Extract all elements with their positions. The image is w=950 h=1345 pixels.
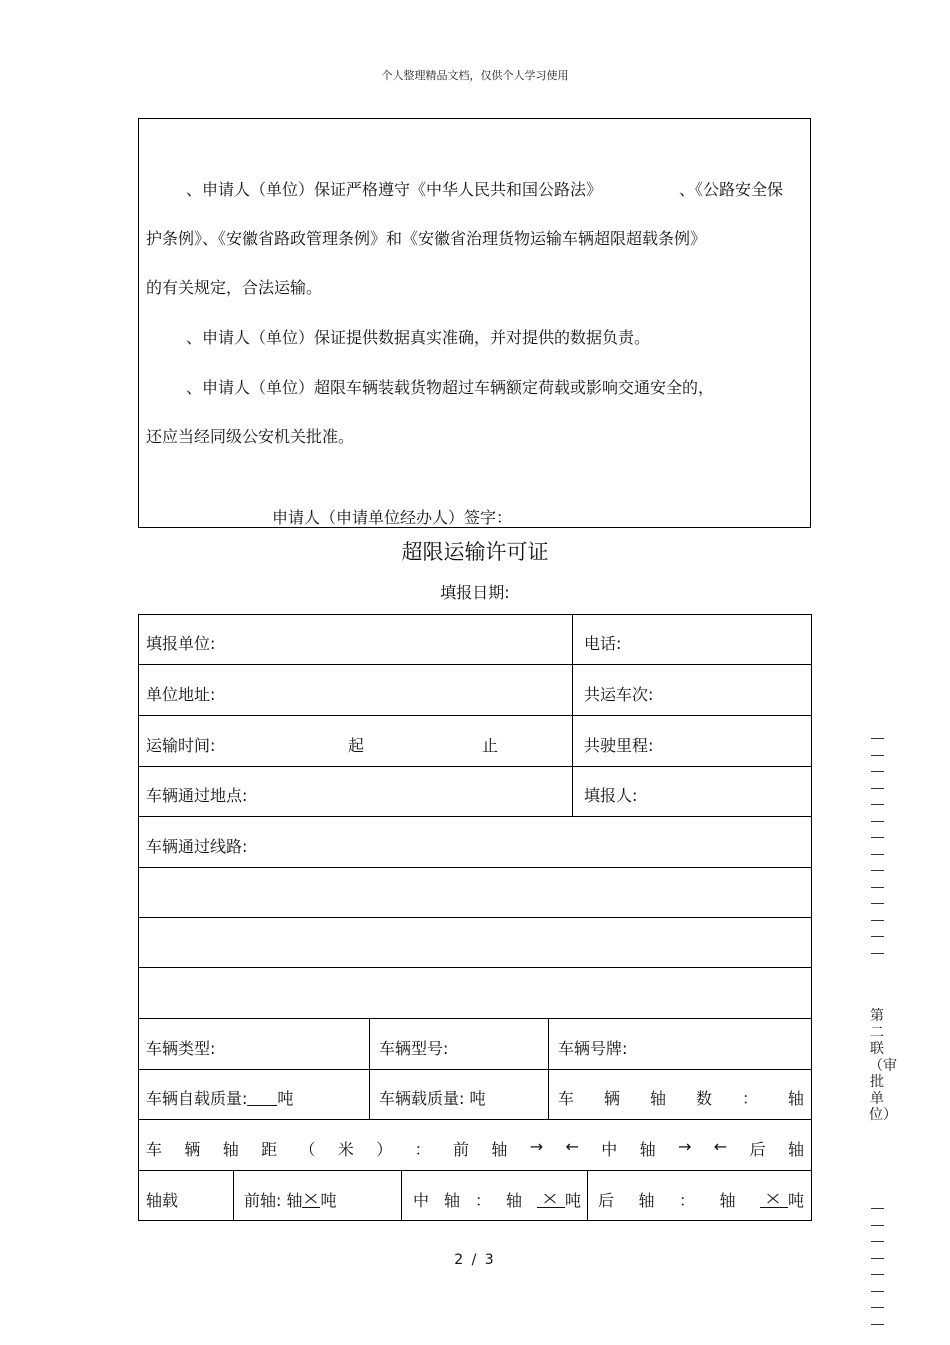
wheelbase-char: 轴 xyxy=(639,1140,656,1159)
vehicle-model-label: 车辆型号: xyxy=(379,1039,449,1058)
column-divider xyxy=(233,1170,234,1221)
wheelbase-char: ） xyxy=(376,1140,393,1159)
page-number: 2 / 3 xyxy=(454,1252,496,1268)
arrow-right-icon: → xyxy=(678,1137,692,1156)
declaration-line-6: 还应当经同级公安机关批准。 xyxy=(146,427,355,446)
cross-mark-icon xyxy=(760,1191,788,1208)
total-trips-label: 共运车次: xyxy=(584,685,654,704)
axle-load-label: 轴载 xyxy=(146,1191,179,1210)
front-axle-unit: 吨 xyxy=(320,1191,337,1210)
middle-axle-char: 轴 xyxy=(443,1191,460,1210)
row-divider xyxy=(139,1069,811,1070)
column-divider xyxy=(548,1018,549,1119)
signature-label: 申请人（申请单位经办人）签字： xyxy=(272,508,513,527)
wheelbase-char: 后 xyxy=(749,1140,766,1159)
row-divider xyxy=(139,664,811,665)
axle-count-char: 辆 xyxy=(603,1089,620,1108)
axle-count-char: 轴 xyxy=(649,1089,666,1108)
wheelbase-char: 辆 xyxy=(184,1140,201,1159)
wheelbase-char: 距 xyxy=(261,1140,278,1159)
wheelbase-char: 前 xyxy=(453,1140,470,1159)
rear-axle-char: 后 xyxy=(598,1191,615,1210)
middle-axle-label xyxy=(413,1188,581,1211)
wheelbase-char: 车 xyxy=(146,1140,163,1159)
vehicle-plate-label: 车辆号牌: xyxy=(558,1039,628,1058)
pass-route-label: 车辆通过线路: xyxy=(146,837,248,856)
column-divider xyxy=(369,1018,370,1119)
axle-count-char: 数 xyxy=(695,1089,712,1108)
row-divider xyxy=(139,1170,811,1171)
rear-axle-char: 轴 xyxy=(719,1191,736,1210)
rear-axle-char: ： xyxy=(678,1191,695,1210)
transport-time-from: 起 xyxy=(348,736,365,755)
vehicle-type-label: 车辆类型: xyxy=(146,1039,216,1058)
self-weight-unit: 吨 xyxy=(277,1089,294,1108)
middle-axle-value xyxy=(537,1188,581,1211)
fill-date-label: 填报日期: xyxy=(440,583,510,602)
copy-label: 第二联（审批单位） xyxy=(869,1008,897,1123)
permit-form-table xyxy=(138,614,812,1221)
row-divider xyxy=(139,1119,811,1120)
rear-axle-unit: 吨 xyxy=(787,1191,804,1210)
total-mileage-label: 共驶里程: xyxy=(584,736,654,755)
middle-axle-char: ： xyxy=(474,1191,491,1210)
declaration-line-2: 护条例》、《安徽省路政管理条例》和《安徽省治理货物运输车辆超限超载条例》 xyxy=(146,229,707,248)
transport-time-label: 运输时间: xyxy=(146,736,216,755)
declaration-box xyxy=(138,118,811,528)
binding-line-top xyxy=(871,738,885,969)
transport-time-to: 止 xyxy=(482,736,499,755)
row-divider xyxy=(139,715,811,716)
middle-axle-char: 轴 xyxy=(505,1191,522,1210)
wheelbase-char: 轴 xyxy=(491,1140,508,1159)
arrow-left-icon: ← xyxy=(713,1137,728,1156)
axle-count-char: 车 xyxy=(558,1089,575,1108)
front-axle-prefix: 前轴: 轴 xyxy=(244,1191,303,1210)
filler-label: 填报人: xyxy=(584,786,638,805)
declaration-line-5: 、申请人（单位）超限车辆装载货物超过车辆额定荷载或影响交通安全的， xyxy=(186,378,715,397)
self-weight-blank xyxy=(247,1091,277,1106)
declaration-line-3: 的有关规定，合法运输。 xyxy=(146,278,323,297)
arrow-left-icon: ← xyxy=(565,1137,579,1156)
wheelbase-char: ： xyxy=(414,1140,431,1159)
middle-axle-unit: 吨 xyxy=(564,1191,581,1210)
column-divider xyxy=(572,615,573,816)
axle-count-char: 轴 xyxy=(787,1089,804,1108)
wheelbase-char: 中 xyxy=(601,1140,618,1159)
arrow-right-icon: → xyxy=(529,1137,544,1156)
wheelbase-label xyxy=(146,1137,804,1160)
form-title: 超限运输许可证 xyxy=(401,540,549,564)
row-divider xyxy=(139,867,811,868)
wheelbase-char: 轴 xyxy=(222,1140,239,1159)
cross-mark-icon xyxy=(302,1191,320,1208)
binding-line-bottom xyxy=(871,1208,885,1340)
rear-axle-value xyxy=(760,1188,804,1211)
row-divider xyxy=(139,917,811,918)
self-weight-label xyxy=(146,1086,293,1109)
load-weight-label: 车辆载质量: 吨 xyxy=(379,1089,486,1108)
row-divider xyxy=(139,766,811,767)
row-divider xyxy=(139,967,811,968)
column-divider xyxy=(401,1170,402,1221)
cross-mark-icon xyxy=(537,1191,565,1208)
self-weight-prefix: 车辆自载质量: xyxy=(146,1089,248,1108)
axle-count-label xyxy=(558,1086,804,1109)
wheelbase-char: （ xyxy=(299,1140,316,1159)
rear-axle-label xyxy=(598,1188,804,1211)
wheelbase-char: 轴 xyxy=(787,1140,804,1159)
declaration-line-4: 、申请人（单位）保证提供数据真实准确，并对提供的数据负责。 xyxy=(186,328,651,347)
declaration-line-1a: 、申请人（单位）保证严格遵守《中华人民共和国公路法》 xyxy=(186,180,603,199)
pass-location-label: 车辆通过地点: xyxy=(146,786,248,805)
declaration-line-1b: 、《公路安全保 xyxy=(679,180,784,199)
phone-label: 电话: xyxy=(584,634,622,653)
axle-count-char: ： xyxy=(741,1089,758,1108)
wheelbase-char: 米 xyxy=(337,1140,354,1159)
unit-address-label: 单位地址: xyxy=(146,685,216,704)
front-axle-label xyxy=(244,1188,337,1211)
fill-unit-label: 填报单位: xyxy=(146,634,216,653)
column-divider xyxy=(587,1170,588,1221)
rear-axle-char: 轴 xyxy=(638,1191,655,1210)
row-divider xyxy=(139,816,811,817)
header-note: 个人整理精品文档，仅供个人学习使用 xyxy=(381,69,569,82)
row-divider xyxy=(139,1018,811,1019)
middle-axle-char: 中 xyxy=(413,1191,430,1210)
